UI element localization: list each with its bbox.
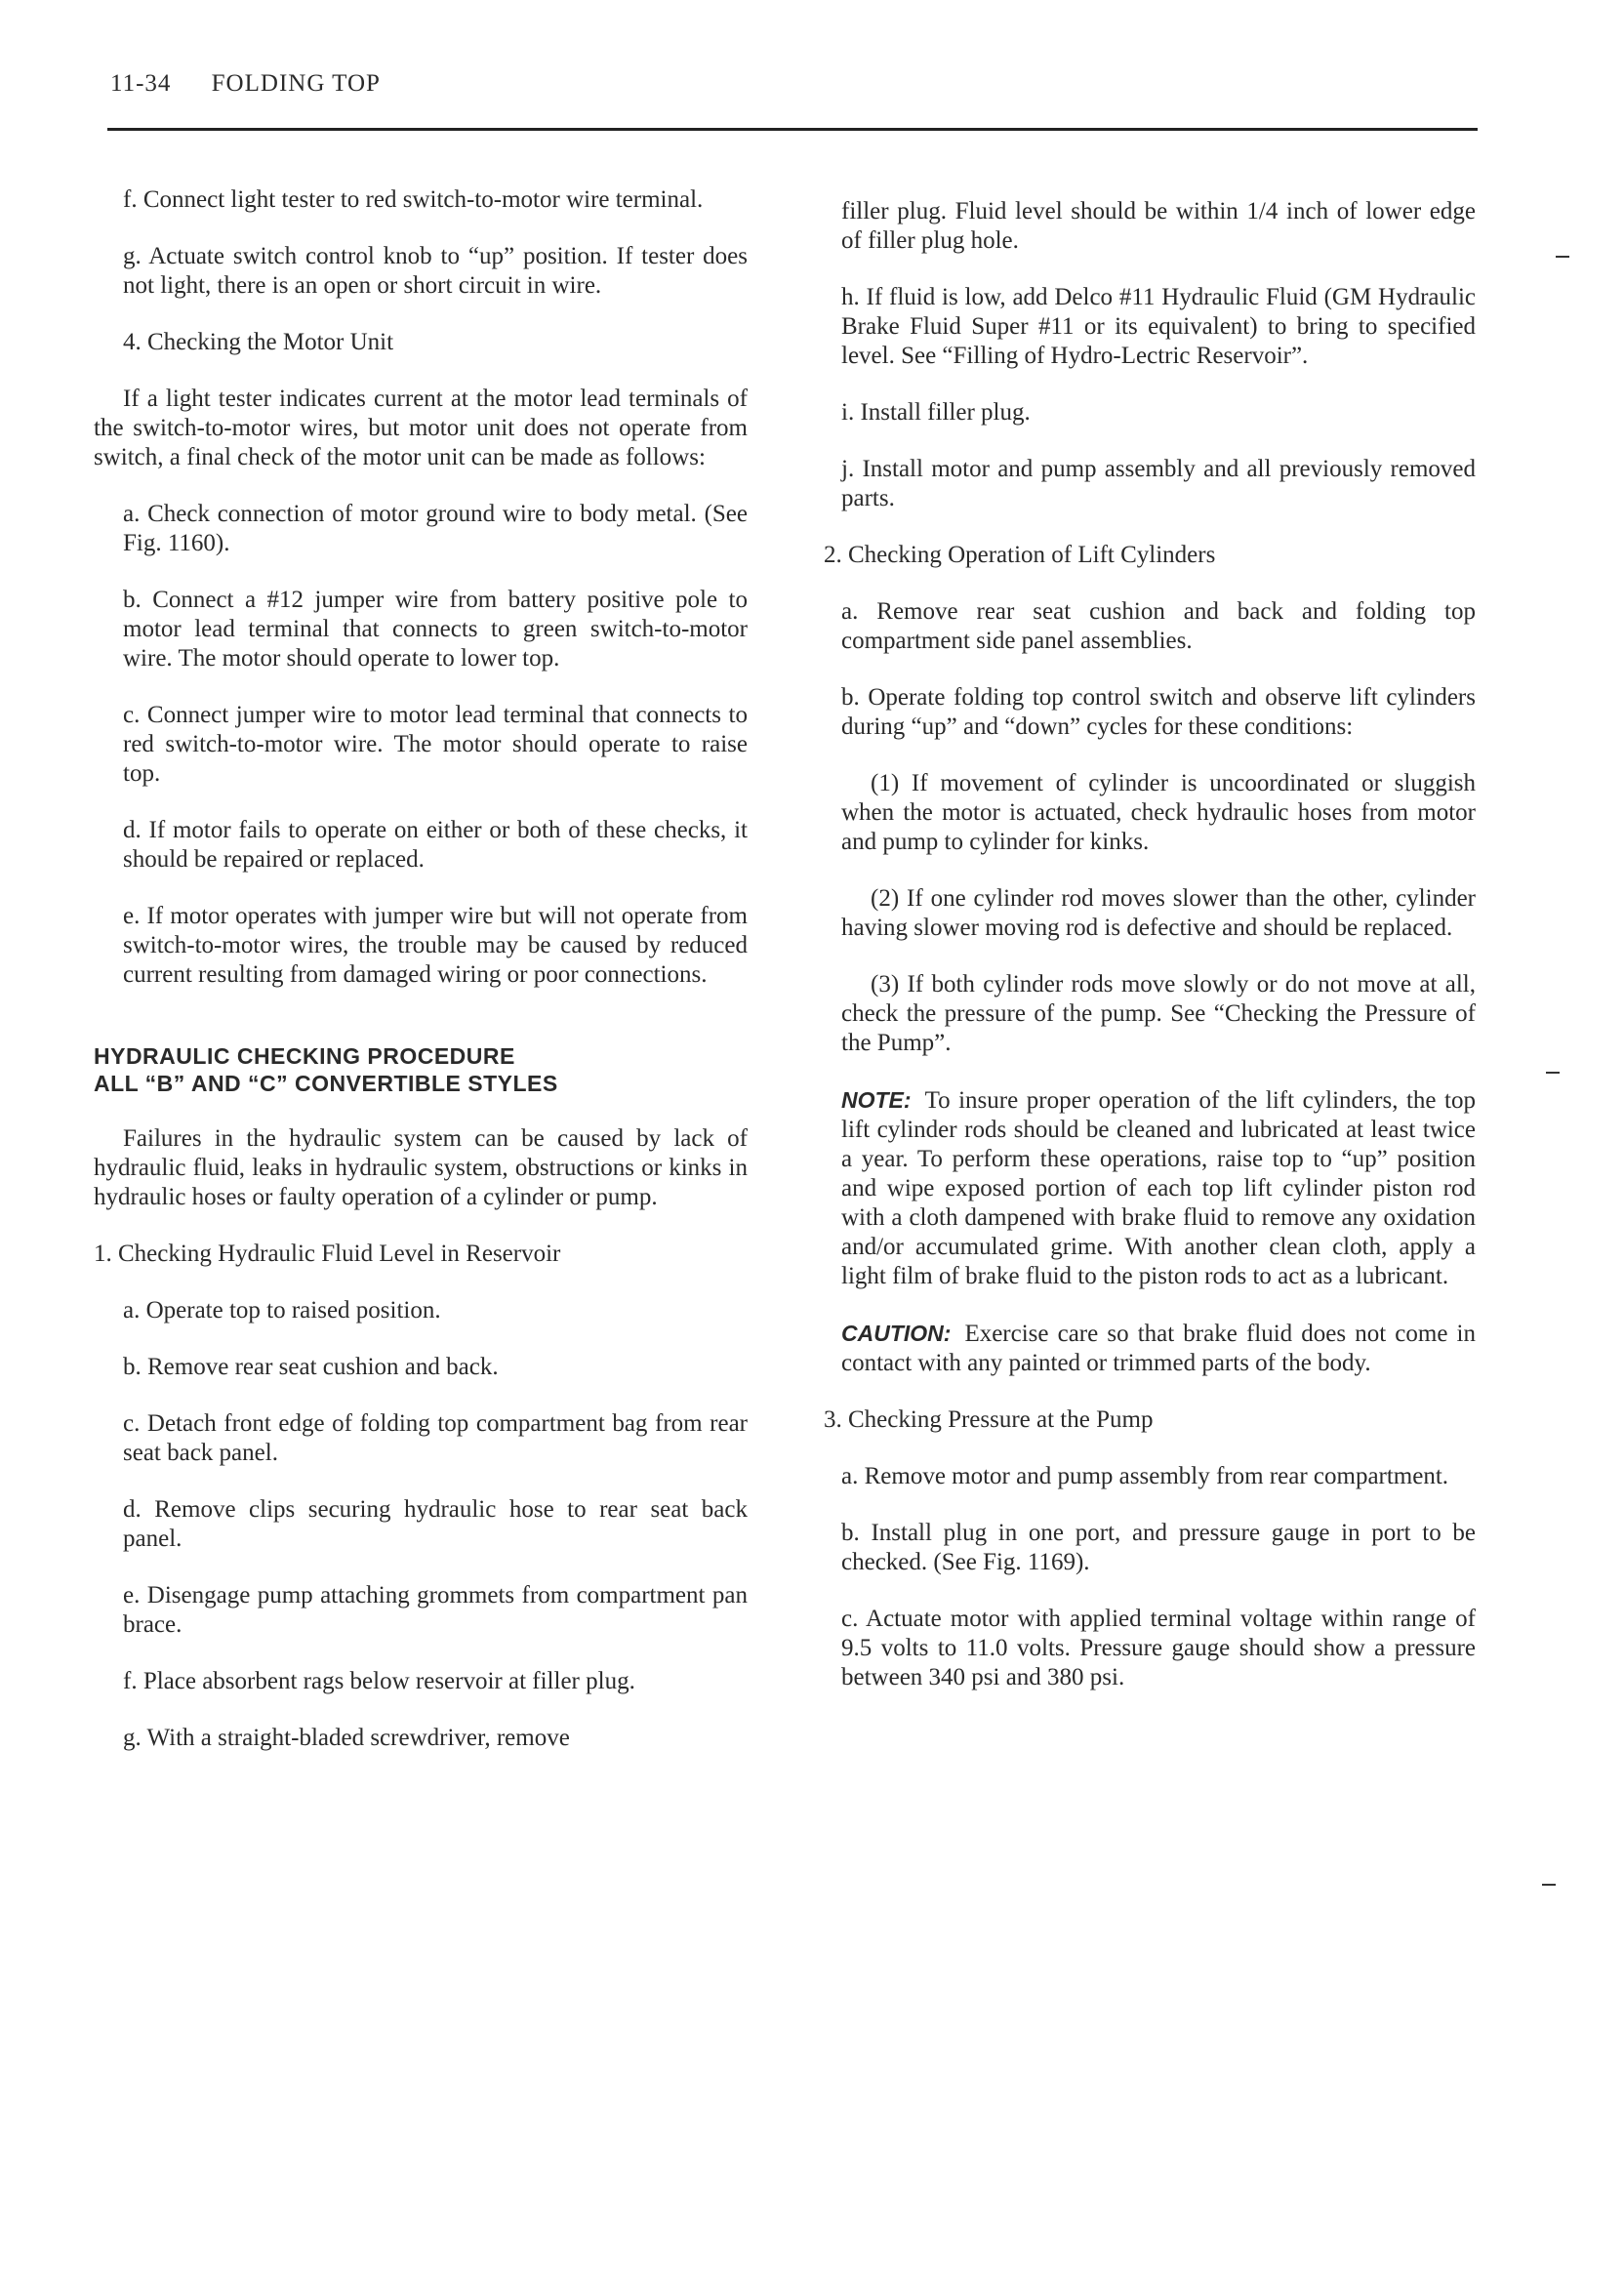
step-b: b. Connect a #12 jumper wire from battery positive pole to motor lead terminal that connects to green switch-to-motor wire. The motor should operate to lower top.	[123, 587, 748, 672]
step-c: c. Connect jumper wire to motor lead terminal that connects to red switch-to-motor wire. The motor should operate to raise top.	[123, 702, 748, 787]
step-1-heading: 1. Checking Hydraulic Fluid Level in Reservoir	[94, 1241, 561, 1267]
step-a: a. Check connection of motor ground wire to body metal. (See Fig. 1160).	[123, 501, 748, 556]
step-3-heading: 3. Checking Pressure at the Pump	[824, 1406, 1154, 1433]
right-column	[824, 185, 1476, 1692]
step-3a: a. Remove motor and pump assembly from rear compartment.	[841, 1463, 1449, 1489]
caution-label: CAUTION:	[841, 1321, 952, 1346]
section-heading-line2: ALL “B” AND “C” CONVERTIBLE STYLES	[94, 1071, 558, 1096]
step-d: d. If motor fails to operate on either or both of these checks, it should be repaired or replaced.	[123, 817, 748, 873]
page-number: 11-34	[110, 70, 172, 97]
step-1d: d. Remove clips securing hydraulic hose to rear seat back panel.	[123, 1496, 748, 1552]
step-3b: b. Install plug in one port, and pressure gauge in port to be checked. (See Fig. 1169).	[841, 1520, 1476, 1575]
page-header	[110, 70, 381, 98]
note-block	[841, 1085, 1476, 1291]
section-heading-line1: HYDRAULIC CHECKING PROCEDURE	[94, 1043, 515, 1069]
step-1e: e. Disengage pump attaching grommets from compartment pan brace.	[123, 1582, 748, 1638]
step-1f: f. Place absorbent rags below reservoir at filler plug.	[123, 1668, 635, 1694]
step-4-heading: 4. Checking the Motor Unit	[123, 329, 394, 355]
step-h: h. If fluid is low, add Delco #11 Hydraulic Fluid (GM Hydraulic Brake Fluid Super #11 or its equivalent) to bring to specified level. See “Filling of Hydro-Lectric Reservoir”.	[841, 284, 1476, 369]
margin-change-mark	[1546, 1072, 1560, 1074]
step-2-heading: 2. Checking Operation of Lift Cylinders	[824, 542, 1216, 568]
step-1g: g. With a straight-bladed screwdriver, remove	[123, 1725, 570, 1751]
paragraph-hydraulic: Failures in the hydraulic system can be caused by lack of hydraulic fluid, leaks in hydraulic system, obstructions or kinks in hydraulic hoses or faulty operation of a cylinder or pump.	[94, 1125, 748, 1210]
step-j: j. Install motor and pump assembly and all previously removed parts.	[841, 456, 1476, 511]
header-rule	[107, 128, 1478, 131]
step-3c: c. Actuate motor with applied terminal voltage within range of 9.5 volts to 11.0 volts. Pressure gauge should show a pressure between 340 psi and 380 psi.	[841, 1606, 1476, 1690]
note-text: To insure proper operation of the lift cylinders, the top lift cylinder rods should be cleaned and lubricated at least twice a year. To perform these operations, raise top to “up” position and wipe exposed portion of each top lift cylinder piston rod with a cloth dampened with brake fluid to remove any oxidation and/or accumulated grime. With another clean cloth, apply a light film of brake fluid to the piston rods to act as a lubricant.	[841, 1087, 1476, 1289]
condition-3: (3) If both cylinder rods move slowly or do not move at all, check the pressure of the pump. See “Checking the Pressure of the Pump”.	[841, 971, 1476, 1056]
caution-text: Exercise care so that brake fluid does not come in contact with any painted or trimmed parts of the body.	[841, 1321, 1476, 1376]
paragraph-motor-check: If a light tester indicates current at the motor lead terminals of the switch-to-motor wires, but motor unit does not operate from switch, a final check of the motor unit can be made as follows:	[94, 386, 748, 470]
step-f: f. Connect light tester to red switch-to-motor wire terminal.	[123, 186, 704, 213]
step-e: e. If motor operates with jumper wire but will not operate from switch-to-motor wires, the trouble may be caused by reduced current resulting from damaged wiring or poor connections.	[123, 903, 748, 988]
caution-block	[841, 1319, 1476, 1378]
condition-2: (2) If one cylinder rod moves slower than the other, cylinder having slower moving rod is defective and should be replaced.	[841, 885, 1476, 941]
note-label: NOTE:	[841, 1087, 912, 1113]
condition-1: (1) If movement of cylinder is uncoordinated or sluggish when the motor is actuated, check hydraulic hoses from motor and pump to cylinder for kinks.	[841, 770, 1476, 855]
step-2b: b. Operate folding top control switch and observe lift cylinders during “up” and “down” cycles for these conditions:	[841, 684, 1476, 740]
continued-text: filler plug. Fluid level should be within 1/4 inch of lower edge of filler plug hole.	[841, 198, 1476, 254]
step-1a: a. Operate top to raised position.	[123, 1297, 441, 1323]
margin-change-mark	[1542, 1884, 1556, 1886]
step-1c: c. Detach front edge of folding top compartment bag from rear seat back panel.	[123, 1410, 748, 1466]
left-column	[94, 185, 748, 1753]
step-g: g. Actuate switch control knob to “up” position. If tester does not light, there is an open or short circuit in wire.	[123, 243, 748, 299]
step-2a: a. Remove rear seat cushion and back and folding top compartment side panel assemblies.	[841, 598, 1476, 654]
step-1b: b. Remove rear seat cushion and back.	[123, 1354, 499, 1380]
step-i: i. Install filler plug.	[841, 399, 1031, 426]
section-title: FOLDING TOP	[211, 70, 381, 97]
margin-change-mark	[1556, 256, 1569, 258]
